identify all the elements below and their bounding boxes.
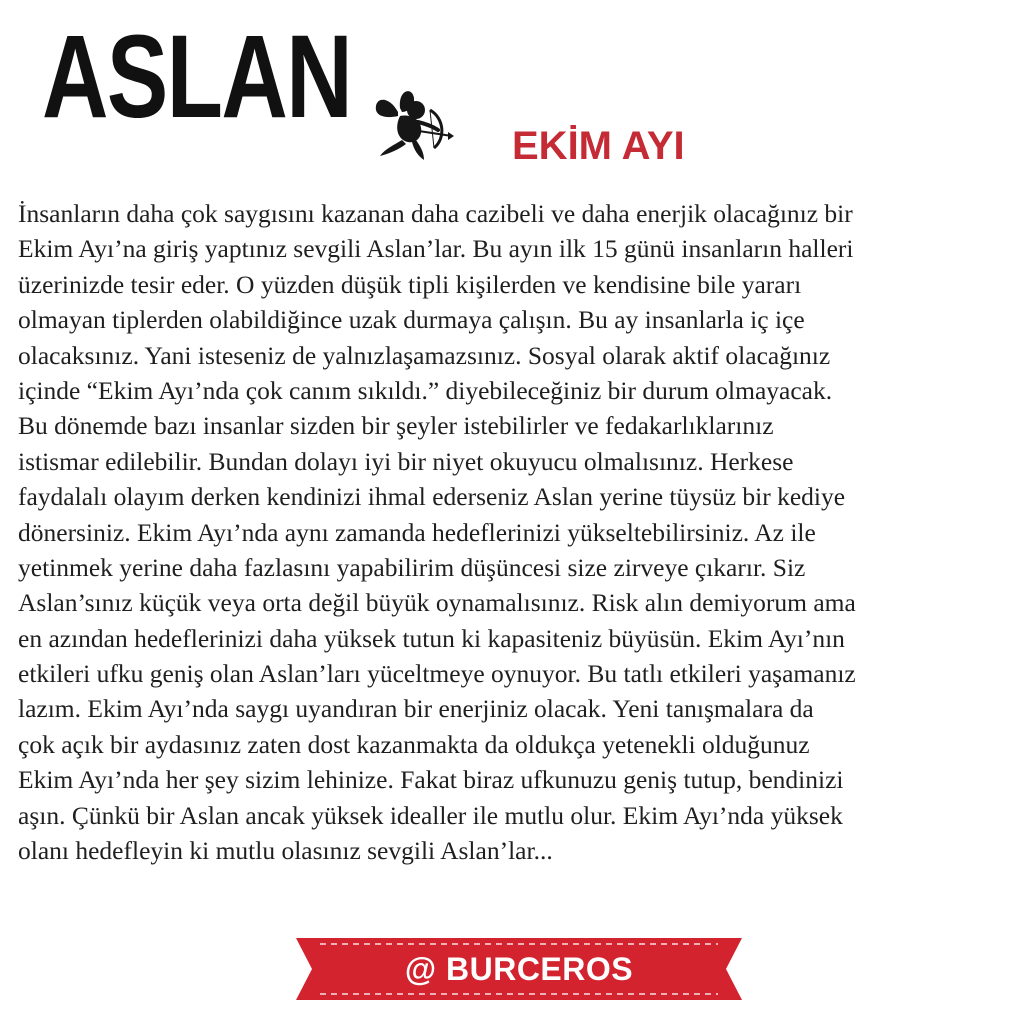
text-line: olacaksınız. Yani isteseniz de yalnızlaşamazsınız. Sosyal olarak aktif olacağınız xyxy=(18,340,831,370)
text-line: faydalalı olayım derken kendinizi ihmal ederseniz Aslan yerine tüysüz bir kediye xyxy=(18,482,846,512)
text-line: olanı hedefleyin ki mutlu olasınız sevgili Aslan’lar... xyxy=(18,836,553,866)
text-line: Aslan’sınız küçük veya orta değil büyük oynamalısınız. Risk alın demiyorum ama xyxy=(18,588,856,618)
text-line: olmayan tiplerden olabildiğince uzak durmaya çalışın. Bu ay insanlarla iç içe xyxy=(18,305,805,335)
text-line: Ekim Ayı’nda her şey sizim lehinize. Fakat biraz ufkunuzu geniş tutup, bendinizi xyxy=(18,765,844,795)
text-line: Bu dönemde bazı insanlar sizden bir şeyler istebilirler ve fedakarlıklarınız xyxy=(18,411,774,441)
page-title: ASLAN xyxy=(42,11,352,143)
text-line: içinde “Ekim Ayı’nda çok canım sıkıldı.” diyebileceğiniz bir durum olmayacak. xyxy=(18,375,833,405)
text-line: etkileri ufku geniş olan Aslan’ları yüceltmeye oynuyor. Bu tatlı etkileri yaşamanız xyxy=(18,659,856,689)
horoscope-text xyxy=(18,196,1008,868)
month-subtitle: EKİM AYI xyxy=(512,124,685,168)
text-line: üzerinizde tesir eder. O yüzden düşük tipli kişilerden ve kendisine bile yararı xyxy=(18,269,802,299)
text-line: en azından hedeflerinizi daha yüksek tutun ki kapasiteniz büyüsün. Ekim Ayı’nın xyxy=(18,623,845,653)
text-line: dönersiniz. Ekim Ayı’nda aynı zamanda hedeflerinizi yükseltebilirsiniz. Az ile xyxy=(18,517,816,547)
text-line: aşın. Çünkü bir Aslan ancak yüksek idealler ile mutlu olur. Ekim Ayı’nda yüksek xyxy=(18,800,843,830)
text-line: Ekim Ayı’na giriş yaptınız sevgili Aslan’lar. Bu ayın ilk 15 günü insanların halleri xyxy=(18,234,854,264)
text-line: lazım. Ekim Ayı’nda saygı uyandıran bir enerjiniz olacak. Yeni tanışmalara da xyxy=(18,694,814,724)
text-line: çok açık bir aydasınız zaten dost kazanmakta da oldukça yetenekli olduğunuz xyxy=(18,729,810,759)
burceros-handle[interactable]: @ BURCEROS xyxy=(404,951,634,987)
text-line: istismar edilebilir. Bundan dolayı iyi bir niyet okuyucu olmalısınız. Herkese xyxy=(18,446,794,476)
text-line: İnsanların daha çok saygısını kazanan daha cazibeli ve daha enerjik olacağınız bir xyxy=(18,199,853,228)
cupid-icon xyxy=(368,84,456,164)
text-line: yetinmek yerine daha fazlasını yapabilirim düşüncesi size zirveye çıkarır. Siz xyxy=(18,552,806,582)
